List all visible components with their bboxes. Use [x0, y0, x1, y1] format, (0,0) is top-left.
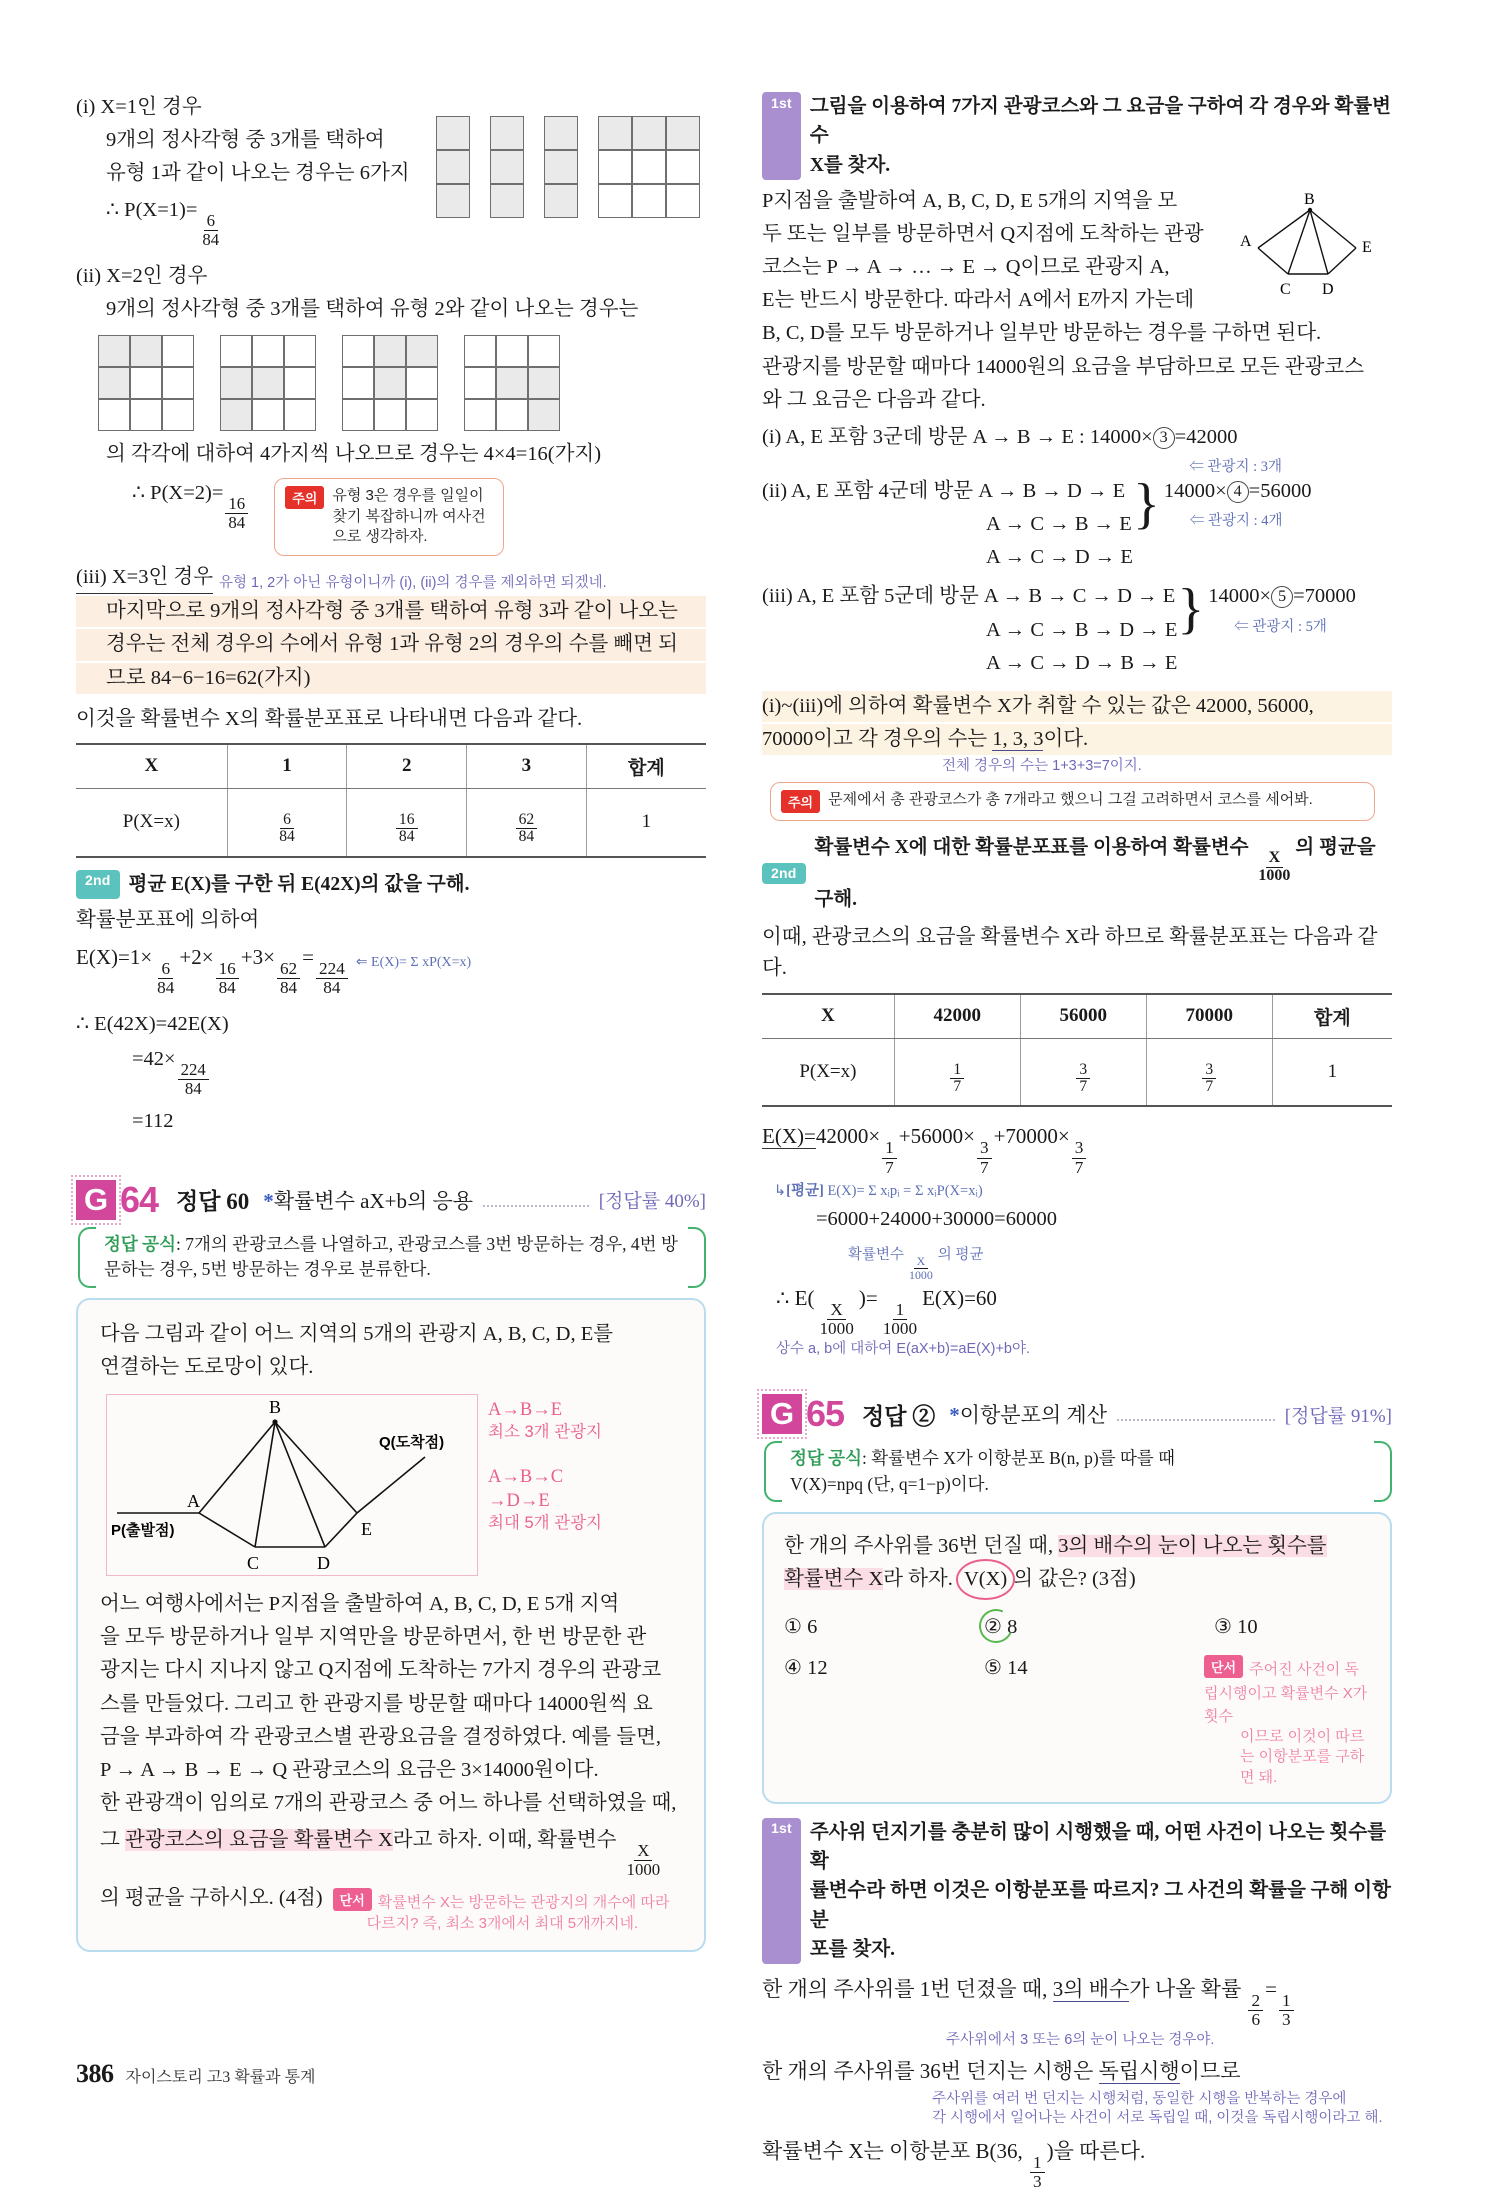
choice-4[interactable]: ④ 12: [784, 1657, 828, 1680]
table-col-2: 2: [347, 744, 467, 789]
page-number: 386: [76, 2059, 114, 2088]
left-column: [76, 92, 706, 2193]
g65-topic: *이항분포의 계산: [949, 1403, 1107, 1428]
case-iii-line2: 경우는 전체 경우의 수에서 유형 1과 유형 2의 경우의 수를 빼면 되: [76, 629, 706, 660]
mean-tag: [평균]: [786, 1182, 824, 1199]
svg-text:D: D: [317, 1552, 330, 1573]
grid-fig-d: [464, 335, 560, 431]
note-path-1: A→B→E: [488, 1399, 562, 1420]
step-1-line-1: 그림을 이용하여 7가지 관광코스와 그 요금을 구하여 각 경우와 확률변수: [809, 96, 1391, 147]
multiple-of-3-underline: 3의 배수: [1052, 1977, 1130, 2002]
note-text-1: 최소 3개 관광지: [488, 1422, 602, 1441]
book-title: 자이스토리 고3 확률과 통계: [125, 2069, 316, 2086]
right-constant-note: 상수 a, b에 대하여 E(aX+b)=aE(X)+b야.: [776, 1341, 1031, 1358]
right-table-cell-1: $\frac{1}{7}$: [894, 1038, 1020, 1106]
network-diagram-svg: [107, 1395, 477, 1575]
g65-solve-line-3: 확률변수 X는 이항분포 B(36, $\frac{1}{3}$ )을 따른다.: [762, 2138, 1146, 2192]
g65-formula-box: [764, 1441, 1392, 1502]
choice-1[interactable]: ① 6: [784, 1616, 818, 1639]
right-total-annotation: 전체 경우의 수는 1+3+3=7이지.: [942, 758, 1142, 775]
case-ii-line2: 의 각각에 대하여 4가지씩 나오므로 경우는 4×4=16(가지): [106, 442, 602, 465]
svg-text:E: E: [1362, 238, 1372, 256]
right-intro-block: [762, 186, 1392, 319]
problem-body-2: 을 모두 방문하거나 일부 지역만을 방문하면서, 한 번 방문한 관: [100, 1626, 647, 1649]
circle-3: 3: [1153, 427, 1175, 449]
note-path-2a: A→B→C: [488, 1467, 564, 1488]
g64-topic: *확률변수 aX+b의 응용: [263, 1188, 474, 1213]
network-side-notes: [488, 1394, 602, 1535]
g65-formula-label: 정답 공식: [790, 1448, 862, 1469]
caution-callout-right: [770, 782, 1375, 821]
case-iii-label: (iii) X=3인 경우: [76, 562, 213, 594]
right-intro2-3: 와 그 요금은 다음과 같다.: [762, 388, 986, 411]
right-case-iii-path-1: A → B → C → D → E: [983, 585, 1176, 608]
circle-4: 4: [1227, 481, 1249, 503]
table-col-1: 1: [227, 744, 347, 789]
grid-fig-1: [436, 116, 470, 218]
independent-trial-underline: 독립시행: [1098, 2059, 1180, 2084]
mini-network-svg: [1232, 192, 1392, 302]
mean-formula: E(X)= Σ xᵢpᵢ = Σ xᵢP(X=xᵢ): [827, 1182, 983, 1199]
g65-problem-line-1: 한 개의 주사위를 36번 던질 때, 3의 배수의 눈이 나오는 횟수를: [784, 1535, 1327, 1558]
right-case-i: (i) A, E 포함 3군데 방문 A → B → E : 14000× 3 =42000 ⇐ 관광지 : 3개: [762, 422, 1392, 476]
g64-problem-box: [76, 1298, 706, 1952]
right-table-col-1: 42000: [894, 994, 1020, 1039]
right-case-ii-sites: ⇐ 관광지 : 4개: [1189, 513, 1283, 530]
svg-text:A: A: [1240, 232, 1252, 250]
right-case-i-path: A → B → E: [972, 425, 1074, 448]
conclusion-counts: 1, 3, 3: [992, 728, 1044, 751]
caution-text-right: 문제에서 총 관광코스가 총 7개라고 했으니 그걸 고려하면서 코스를 세어봐.: [828, 791, 1313, 809]
right-step-2: [762, 833, 1392, 914]
g65-hint-line-2: 이므로 이것이 따르는 이항분포를 구하면 돼.: [1240, 1728, 1365, 1786]
case-i-result-prefix: ∴ P(X=1)=: [106, 199, 198, 222]
right-distribution-table: [762, 993, 1392, 1108]
grid-fig-c: [342, 335, 438, 431]
right-conclusion-1: (i)~(iii)에 의하여 확률변수 X가 취할 수 있는 값은 42000, 56000,: [762, 691, 1392, 722]
grid-fig-a: [98, 335, 194, 431]
svg-text:B: B: [269, 1396, 282, 1417]
problem-body-7: 한 관광객이 임의로 7개의 관광코스 중 어느 하나를 선택하였을 때,: [100, 1792, 677, 1815]
svg-text:D: D: [1322, 280, 1334, 298]
case-i-line2: 유형 1과 같이 나오는 경우는 6가지: [106, 162, 410, 185]
g65-heading: [762, 1393, 1392, 1435]
right-frac-mean-annotation: 확률변수 $\frac{X}{1000}$ 의 평균: [848, 1246, 984, 1282]
g64-heading: [76, 1179, 706, 1221]
g64-answer: 정답 60: [176, 1189, 250, 1215]
case-ii-result-prefix: ∴ P(X=2)=: [132, 482, 224, 505]
right-case-iii: [762, 578, 1392, 680]
g65-annot-2a: 주사위를 여러 번 던지는 시행처럼, 동일한 시행을 반복하는 경우에: [932, 2091, 1347, 2108]
problem-hint: [333, 1882, 670, 1934]
g65-problem-line-2: 확률변수 X라 하자. V(X) 의 값은? (3점): [784, 1563, 1370, 1596]
page-footer: [76, 2059, 316, 2089]
highlight-phrase: 관광코스의 요금을 확률변수 X: [124, 1829, 393, 1852]
step-badge-2nd: 2nd: [76, 870, 120, 899]
caution-tag-right: 주의: [781, 790, 820, 813]
e42x-line2: =42× $\frac{224}{84}$: [76, 1044, 706, 1097]
svg-text:P(출발점): P(출발점): [111, 1521, 175, 1539]
g65-step1-line-3: 포를 찾자.: [809, 1938, 895, 1960]
g65-hint: [1204, 1655, 1370, 1788]
ex-equation: E(X)=1× $\frac{6}{84}$ +2× $\frac{16}{84}$ +3× $\frac{62}{84}$ = $\frac{224}{84}$: [76, 942, 350, 997]
grid-fig-3: [544, 116, 578, 218]
grid-fig-b: [220, 335, 316, 431]
caution-text: 유형 3은 경우를 일일이 찾기 복잡하니까 여사건으로 생각하자.: [332, 487, 486, 546]
case-i-den: 84: [202, 229, 220, 249]
right-table-row-label-p: P(X=x): [762, 1038, 894, 1106]
table-cell-3: $\frac{62}{84}$: [467, 788, 587, 856]
g64-formula-text: : 7개의 관광코스를 나열하고, 관광코스를 3번 방문하는 경우, 4번 방문하는 경우, 5번 방문하는 경우로 분류한다.: [104, 1233, 678, 1280]
svg-text:C: C: [247, 1552, 260, 1573]
g64-badge: G: [76, 1180, 116, 1220]
right-table-col-3: 70000: [1146, 994, 1272, 1039]
g65-formula-line-1: : 확률변수 X가 이항분포 B(n, p)를 따를 때: [862, 1448, 1176, 1469]
case-ii-label: (ii) X=2인 경우: [76, 264, 208, 287]
right-table-intro: 이때, 관광코스의 요금을 확률변수 X라 하므로 확률분포표는 다음과 같다.: [762, 926, 1378, 980]
case-ii-result: [76, 478, 250, 531]
case-ii-den: 84: [228, 512, 246, 532]
table-row-label-x: X: [76, 744, 227, 789]
g65-answer: 정답 ②: [862, 1403, 936, 1429]
case-i: [76, 92, 706, 251]
case-iii: [76, 562, 706, 694]
right-intro-1: P지점을 출발하여 A, B, C, D, E 5개의 지역을 모: [762, 189, 1178, 212]
problem-body-4: 스를 만들었다. 그리고 한 관광지를 방문할 때마다 14000원씩 요: [100, 1692, 653, 1715]
right-ex-line2: =6000+24000+30000=60000: [816, 1207, 1057, 1230]
g65-highlight-2: 확률변수 X: [784, 1568, 884, 1591]
g65-correct-rate: [정답률 91%]: [1284, 1405, 1392, 1427]
right-case-ii-calc: 14000× 4 =56000: [1163, 480, 1312, 502]
road-network-figure: [106, 1394, 682, 1576]
table-body-row: [76, 788, 706, 856]
step-badge-1st: 1st: [762, 92, 801, 180]
right-step-2-text: 확률변수 X에 대한 확률분포표를 이용하여 확률변수 $\frac{X}{1000}$ 의 평균을 구해.: [814, 837, 1376, 911]
right-table-body-row: [762, 1038, 1392, 1106]
case-iii-line1: 마지막으로 9개의 정사각형 중 3개를 택하여 유형 3과 같이 나오는: [76, 596, 706, 627]
case-ii-line1: 9개의 정사각형 중 3개를 택하여 유형 2와 같이 나오는 경우는: [106, 297, 639, 320]
right-mini-network-figure: [1232, 192, 1392, 302]
problem-body-6: P → A → B → E → Q 관광코스의 요금은 3×14000원이다.: [100, 1758, 599, 1781]
g65-dot-leader: [1117, 1407, 1275, 1421]
g64-formula-box: [78, 1227, 706, 1288]
svg-text:E: E: [361, 1518, 372, 1539]
problem-line-1: 다음 그림과 같이 어느 지역의 5개의 관광지 A, B, C, D, E를: [100, 1322, 614, 1345]
brace-ii: }: [1132, 472, 1160, 535]
right-ex-equation: E(X)=42000× $\frac{1}{7}$ +56000× $\frac{3}{7}$ +70000× $\frac{3}{7}$: [762, 1121, 1088, 1176]
hint-line-2: 다르지? 즉, 최소 3개에서 최대 5개까지네.: [366, 1914, 639, 1932]
note-path-2b: →D→E: [488, 1491, 550, 1512]
hint-tag: 단서: [333, 1888, 372, 1911]
note-text-2: 최대 5개 관광지: [488, 1514, 602, 1533]
right-table-cell-sum: 1: [1272, 1038, 1392, 1106]
case-ii-grid-figures: [98, 335, 706, 431]
hint-line-1: 확률변수 X는 방문하는 관광지의 개수에 따라: [377, 1894, 670, 1912]
g65-step-1: [762, 1818, 1392, 1964]
right-final-equation: ∴ E( $\frac{X}{1000}$ )= $\frac{1}{1000}$ E(X)=60: [776, 1286, 997, 1339]
step-badge-2nd-right: 2nd: [762, 863, 806, 885]
table-cell-2: $\frac{16}{84}$: [347, 788, 467, 856]
caution-callout-left: [274, 478, 504, 556]
g65-step1-line-1: 주사위 던지기를 충분히 많이 시행했을 때, 어떤 사건이 나오는 횟수를 확: [809, 1821, 1387, 1873]
right-table-cell-2: $\frac{3}{7}$: [1020, 1038, 1146, 1106]
case-ii-num: 16: [225, 495, 248, 514]
ex-side-annotation: ⇐ E(X)= Σ xP(X=x): [355, 955, 472, 971]
right-conclusion-2: 70000이고 각 경우의 수는 1, 3, 3이다.: [762, 724, 1392, 755]
choice-5[interactable]: ⑤ 14: [984, 1657, 1028, 1680]
g64-number: 64: [120, 1178, 159, 1220]
problem-body-1: 어느 여행사에서는 P지점을 출발하여 A, B, C, D, E 5개 지역: [100, 1592, 620, 1615]
case-iii-line3: 므로 84−6−16=62(가지): [76, 663, 706, 694]
svg-text:A: A: [187, 1490, 200, 1511]
case-i-line1: 9개의 정사각형 중 3개를 택하여: [106, 129, 385, 152]
g65-hint-line-1: 주어진 사건이 독립시행이고 확률변수 X가 횟수: [1204, 1661, 1368, 1725]
right-table-col-2: 56000: [1020, 994, 1146, 1039]
svg-text:Q(도착점): Q(도착점): [379, 1433, 445, 1451]
svg-text:C: C: [1280, 280, 1291, 298]
case-iii-annotation: 유형 1, 2가 아닌 유형이니까 (i), (ii)의 경우를 제외하면 되겠네.: [219, 575, 607, 592]
right-mean-annotation: ↳[평균] E(X)= Σ xᵢpᵢ = Σ xᵢP(X=xᵢ): [774, 1182, 983, 1199]
right-column: [762, 92, 1392, 2193]
e42x-line1: ∴ E(42X)=42E(X): [76, 1013, 229, 1036]
g65-solve-line-1: 한 개의 주사위를 1번 던졌을 때, 3의 배수가 나올 확률 $\frac{2}{6}$ = $\frac{1}{3}$: [762, 1974, 1392, 2029]
left-table-intro: 이것을 확률변수 X의 확률분포표로 나타내면 다음과 같다.: [76, 707, 583, 730]
right-table-cell-3: $\frac{3}{7}$: [1146, 1038, 1272, 1106]
case-i-grid-figures: [436, 116, 700, 218]
by-table-text: 확률분포표에 의하여: [76, 908, 260, 931]
right-case-ii: [762, 472, 1392, 575]
answer-choices: [784, 1614, 1370, 1788]
problem-body-5: 금을 부과하여 각 관광코스별 관광요금을 결정하였다. 예를 들면,: [100, 1725, 662, 1748]
right-step-1: [762, 92, 1392, 180]
left-step-2: [76, 870, 706, 899]
case-ii: [76, 261, 706, 557]
right-case-ii-path-2: A → C → B → E: [986, 513, 1132, 536]
right-case-iii-label: (iii) A, E 포함 5군데 방문 A → B → C → D → E: [762, 585, 1176, 608]
grid-fig-2: [490, 116, 524, 218]
step-1-line-2: X를 찾자.: [809, 154, 891, 176]
case-i-label: (i) X=1인 경우: [76, 96, 202, 118]
grid-fig-4: [598, 116, 700, 218]
e42x-line3: =112: [132, 1109, 174, 1132]
vx-circled: V(X): [958, 1563, 1013, 1596]
table-col-sum: 합계: [586, 744, 706, 789]
g64-correct-rate: [정답률 40%]: [598, 1191, 706, 1213]
g65-formula-line-2: V(X)=npq (단, q=1−p)이다.: [790, 1473, 989, 1494]
problem-body-3: 광지는 다시 지나지 않고 Q지점에 도착하는 7가지 경우의 관광코: [100, 1659, 662, 1682]
svg-text:B: B: [1304, 191, 1315, 208]
right-case-ii-label: (ii) A, E 포함 4군데 방문 A → B → D → E: [762, 480, 1126, 502]
g65-badge: G: [762, 1394, 802, 1434]
problem-last-line: 의 평균을 구하시오. (4점): [100, 1887, 323, 1910]
g65-highlight-1: 3의 배수의 눈이 나오는 횟수를: [1058, 1535, 1327, 1558]
right-case-i-label: (i) A, E 포함 3군데 방문: [762, 425, 968, 448]
step-2-text: 평균 E(X)를 구한 뒤 E(42X)의 값을 구해.: [128, 873, 470, 895]
g65-number: 65: [806, 1393, 845, 1435]
problem-hl-line: 그 관광코스의 요금을 확률변수 X라고 하자. 이때, 확률변수 $\frac{X}{1000}$: [100, 1829, 661, 1879]
case-i-num: 6: [204, 212, 218, 231]
g64-formula-label: 정답 공식: [104, 1233, 176, 1254]
table-header-row: [76, 744, 706, 789]
right-intro2-1: B, C, D를 모두 방문하거나 일부만 방문하는 경우를 구하면 된다.: [762, 322, 1322, 345]
g65-annot-1: 주사위에서 3 또는 6의 눈이 나오는 경우야.: [946, 2032, 1215, 2049]
left-distribution-table: [76, 743, 706, 858]
right-case-iii-path-2: A → C → B → D → E: [986, 618, 1178, 641]
case-i-result: [76, 195, 436, 248]
network-frame: [106, 1394, 478, 1576]
right-case-ii-path-1: A → B → D → E: [978, 480, 1126, 502]
problem-line-2: 연결하는 도로망이 있다.: [100, 1355, 314, 1378]
right-table-header-row: [762, 994, 1392, 1039]
brace-iii: }: [1177, 578, 1205, 641]
right-intro2-2: 관광지를 방문할 때마다 14000원의 요금을 부담하므로 모든 관광코스: [762, 355, 1365, 378]
right-case-iii-calc: 14000× 5 =70000: [1208, 585, 1356, 608]
table-cell-sum: 1: [586, 788, 706, 856]
right-case-iii-sites: ⇐ 관광지 : 5개: [1234, 618, 1327, 635]
g65-step1-line-2: 률변수라 하면 이것은 이항분포를 따르지? 그 사건의 확률을 구해 이항분: [809, 1880, 1391, 1931]
right-case-ii-path-3: A → C → D → E: [986, 546, 1133, 569]
right-table-row-label-x: X: [762, 994, 894, 1039]
g65-hint-tag: 단서: [1204, 1655, 1243, 1678]
right-intro-4: E는 반드시 방문한다. 따라서 A에서 E까지 가는데: [762, 289, 1195, 312]
left-ex-computation: [76, 942, 706, 999]
g65-solve-line-2: 한 개의 주사위를 36번 던지는 시행은 독립시행이므로: [762, 2059, 1241, 2084]
right-intro-2: 두 또는 일부를 방문하면서 Q지점에 도착하는 관광: [762, 222, 1204, 245]
choice-3[interactable]: ③ 10: [1214, 1616, 1258, 1639]
g65-step-badge-1st: 1st: [762, 1818, 801, 1964]
right-intro-3: 코스는 P → A → … → E → Q이므로 관광지 A,: [762, 256, 1170, 279]
selected-choice-marker: ②: [984, 1616, 1002, 1639]
table-row-label-p: P(X=x): [76, 788, 227, 856]
choice-2[interactable]: ② 8: [984, 1616, 1018, 1639]
g65-annot-2b: 각 시행에서 일어나는 사건이 서로 독립일 때, 이것을 독립시행이라고 해.: [932, 2110, 1383, 2127]
caution-tag: 주의: [285, 486, 324, 509]
circle-5: 5: [1271, 586, 1293, 608]
g65-problem-box: [762, 1512, 1392, 1804]
right-table-col-sum: 합계: [1272, 994, 1392, 1039]
g64-dot-leader: [483, 1193, 589, 1207]
table-cell-1: $\frac{6}{84}$: [227, 788, 347, 856]
table-col-3: 3: [467, 744, 587, 789]
right-case-iii-path-3: A → C → D → B → E: [986, 651, 1178, 674]
right-case-i-sites: ⇐ 관광지 : 3개: [1189, 459, 1282, 475]
